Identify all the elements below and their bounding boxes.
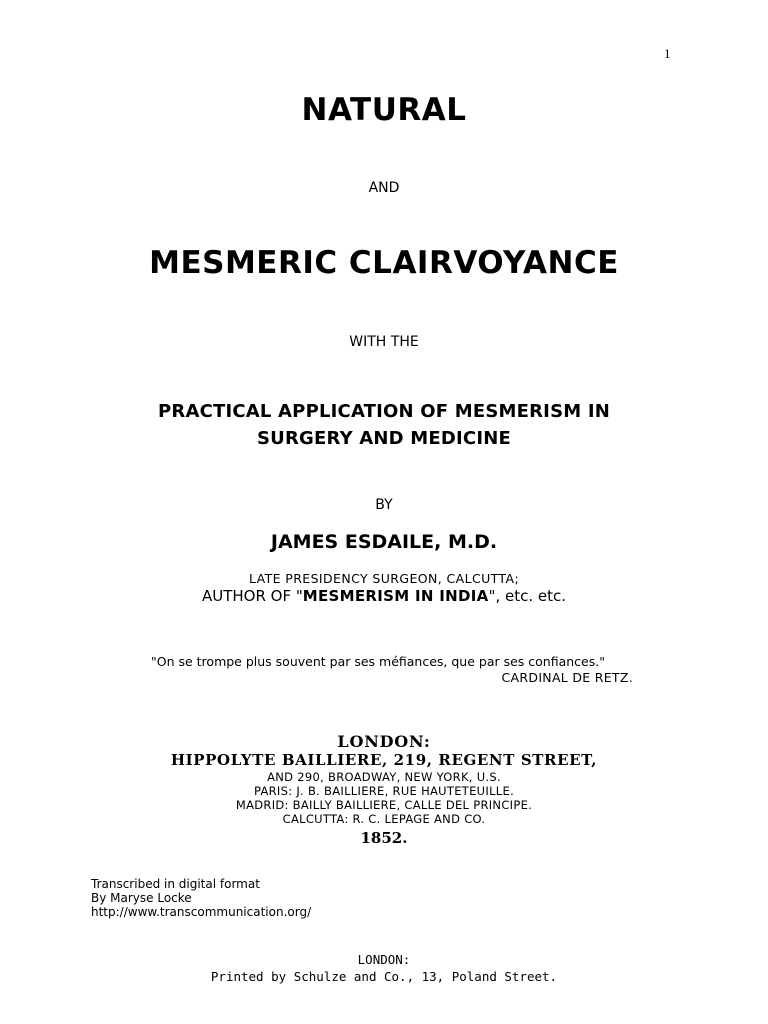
- printer-line: Printed by Schulze and Co., 13, Poland Street.: [210, 969, 558, 984]
- transcription-line: By Maryse Locke: [91, 891, 192, 905]
- epigraph-attribution: CARDINAL DE RETZ.: [501, 670, 633, 685]
- subtitle-line-1: PRACTICAL APPLICATION OF MESMERISM IN: [158, 401, 610, 422]
- imprint-line: PARIS: J. B. BAILLIERE, RUE HAUTETEUILLE.: [253, 784, 515, 798]
- author-works-suffix: ", etc. etc.: [488, 587, 567, 605]
- epigraph-text: "On se trompe plus souvent par ses méfiances, que par ses confiances.": [151, 654, 605, 669]
- connector-and: AND: [368, 180, 400, 196]
- imprint-publisher: HIPPOLYTE BAILLIERE, 219, REGENT STREET,: [170, 751, 598, 769]
- author-name: JAMES ESDAILE, M.D.: [270, 531, 498, 553]
- title-mesmeric-clairvoyance: MESMERIC CLAIRVOYANCE: [149, 245, 619, 281]
- author-works-title: MESMERISM IN INDIA: [302, 587, 489, 605]
- imprint-line: MADRID: BAILLY BAILLIERE, CALLE DEL PRINCIPE.: [235, 798, 533, 812]
- author-position: LATE PRESIDENCY SURGEON, CALCUTTA;: [248, 571, 520, 586]
- imprint-year: 1852.: [360, 829, 408, 847]
- title-natural: NATURAL: [301, 92, 467, 128]
- transcription-line: Transcribed in digital format: [91, 877, 260, 891]
- author-works-prefix: AUTHOR OF ": [201, 587, 303, 605]
- transcription-note: [91, 877, 311, 919]
- imprint-line: CALCUTTA: R. C. LEPAGE AND CO.: [282, 812, 486, 826]
- page-number: 1: [664, 46, 671, 61]
- printer-city: LONDON:: [357, 952, 411, 967]
- imprint-city: LONDON:: [337, 732, 431, 751]
- transcription-url: http://www.transcommunication.org/: [91, 905, 312, 919]
- connector-with-the: WITH THE: [349, 334, 419, 350]
- author-works: [0, 587, 768, 605]
- imprint-line: AND 290, BROADWAY, NEW YORK, U.S.: [267, 770, 501, 784]
- printer-block: [0, 951, 768, 985]
- connector-by: BY: [375, 497, 393, 513]
- epigraph: [151, 654, 633, 685]
- subtitle-line-2: SURGERY AND MEDICINE: [256, 428, 511, 449]
